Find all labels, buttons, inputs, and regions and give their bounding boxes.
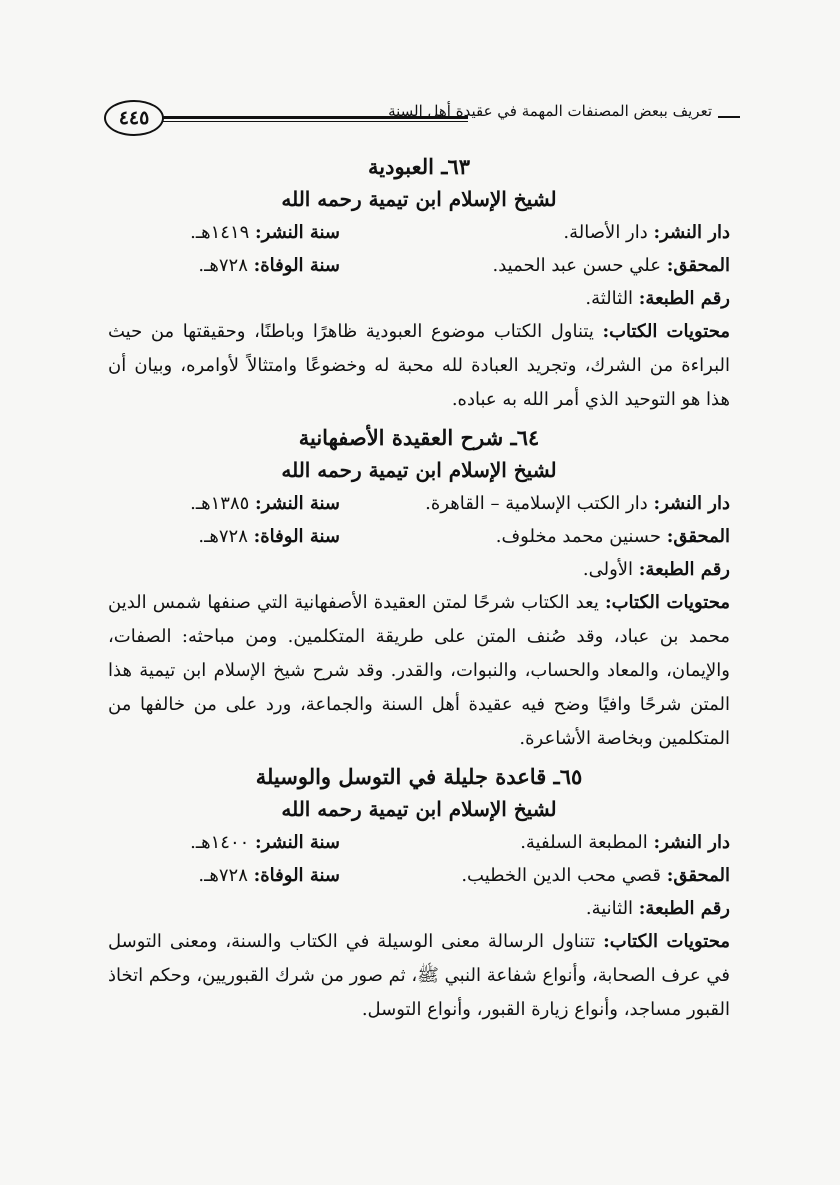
contents-text: يعد الكتاب شرحًا لمتن العقيدة الأصفهانية التي صنفها شمس الدين محمد بن عباد، وقد صُنف المتن على طريقة المتكلمين. ومن مباحثه: الصفات، والإيمان، والمعاد والحساب، والنبوات، والقدر. وقد شرح شيخ الإسلام ابن تيمية هذا المتن شرحًا وافيًا وضح فيه عقيدة أهل السنة والجماعة، ورد على من خالفها من المتكلمين وبخاصة الأشاعرة. bbox=[108, 592, 730, 749]
year-value: ١٤١٩هـ. bbox=[190, 222, 256, 243]
contents-paragraph bbox=[108, 925, 730, 1027]
running-title: تعريف ببعض المصنفات المهمة في عقيدة أهل السنة bbox=[388, 102, 712, 120]
editor-label: المحقق: bbox=[666, 526, 730, 547]
year-label: سنة النشر: bbox=[255, 222, 340, 243]
publisher-value: دار الكتب الإسلامية – القاهرة. bbox=[425, 493, 654, 514]
year-value: ١٣٨٥هـ. bbox=[190, 493, 256, 514]
death-label: سنة الوفاة: bbox=[253, 255, 340, 276]
year-label: سنة النشر: bbox=[255, 493, 340, 514]
edition-label: رقم الطبعة: bbox=[638, 559, 730, 580]
editor-value: قصي محب الدين الخطيب. bbox=[461, 865, 667, 886]
edition-value: الثالثة. bbox=[585, 288, 639, 309]
edition-value: الثانية. bbox=[585, 898, 639, 919]
death-value: ٧٢٨هـ. bbox=[198, 255, 254, 276]
editor-row bbox=[108, 520, 730, 553]
publisher-row bbox=[108, 487, 730, 520]
edition-value: الأولى. bbox=[582, 559, 639, 580]
contents-label: محتويات الكتاب: bbox=[602, 321, 730, 342]
publisher-row bbox=[108, 826, 730, 859]
contents-paragraph bbox=[108, 315, 730, 417]
page-content bbox=[108, 150, 730, 1031]
edition-label: رقم الطبعة: bbox=[638, 898, 730, 919]
page-header bbox=[100, 96, 740, 136]
publisher-value: دار الأصالة. bbox=[563, 222, 654, 243]
entry-author: لشيخ الإسلام ابن تيمية رحمه الله bbox=[281, 187, 557, 211]
contents-label: محتويات الكتاب: bbox=[603, 931, 730, 952]
book-entry bbox=[108, 760, 730, 1027]
death-label: سنة الوفاة: bbox=[253, 865, 340, 886]
contents-text: تتناول الرسالة معنى الوسيلة في الكتاب والسنة، ومعنى التوسل في عرف الصحابة، وأنواع شفاعة النبي ﷺ، ثم صور من شرك القبوريين، وحكم اتخاذ القبور مساجد، وأنواع زيارة القبور، وأنواع التوسل. bbox=[108, 931, 730, 1020]
death-value: ٧٢٨هـ. bbox=[198, 526, 254, 547]
edition-row bbox=[108, 892, 730, 925]
editor-value: حسنين محمد مخلوف. bbox=[495, 526, 667, 547]
publisher-value: المطبعة السلفية. bbox=[520, 832, 654, 853]
book-entry bbox=[108, 150, 730, 417]
contents-label: محتويات الكتاب: bbox=[604, 592, 730, 613]
death-label: سنة الوفاة: bbox=[253, 526, 340, 547]
edition-label: رقم الطبعة: bbox=[638, 288, 730, 309]
entry-title: ٦٣ـ العبودية bbox=[367, 154, 471, 179]
editor-label: المحقق: bbox=[666, 255, 730, 276]
edition-row bbox=[108, 282, 730, 315]
edition-row bbox=[108, 553, 730, 586]
entry-author: لشيخ الإسلام ابن تيمية رحمه الله bbox=[281, 458, 557, 482]
contents-paragraph bbox=[108, 586, 730, 756]
year-value: ١٤٠٠هـ. bbox=[190, 832, 256, 853]
publisher-label: دار النشر: bbox=[653, 222, 730, 243]
editor-row bbox=[108, 859, 730, 892]
publisher-row bbox=[108, 216, 730, 249]
book-entry bbox=[108, 421, 730, 756]
publisher-label: دار النشر: bbox=[653, 832, 730, 853]
year-label: سنة النشر: bbox=[255, 832, 340, 853]
header-mark bbox=[718, 116, 740, 118]
page-number: ٤٤٥ bbox=[104, 100, 164, 136]
entry-title: ٦٤ـ شرح العقيدة الأصفهانية bbox=[298, 425, 540, 450]
publisher-label: دار النشر: bbox=[653, 493, 730, 514]
editor-label: المحقق: bbox=[666, 865, 730, 886]
entry-author: لشيخ الإسلام ابن تيمية رحمه الله bbox=[281, 797, 557, 821]
editor-value: علي حسن عبد الحميد. bbox=[492, 255, 667, 276]
death-value: ٧٢٨هـ. bbox=[198, 865, 254, 886]
entry-title: ٦٥ـ قاعدة جليلة في التوسل والوسيلة bbox=[255, 764, 583, 789]
editor-row bbox=[108, 249, 730, 282]
contents-text: يتناول الكتاب موضوع العبودية ظاهرًا وباطنًا، وحقيقتها من حيث البراءة من الشرك، وتجريد العبادة لله محبة له وخضوعًا وامتثالاً لأوامره، وبيان أن هذا هو التوحيد الذي أمر الله به عباده. bbox=[108, 321, 730, 410]
